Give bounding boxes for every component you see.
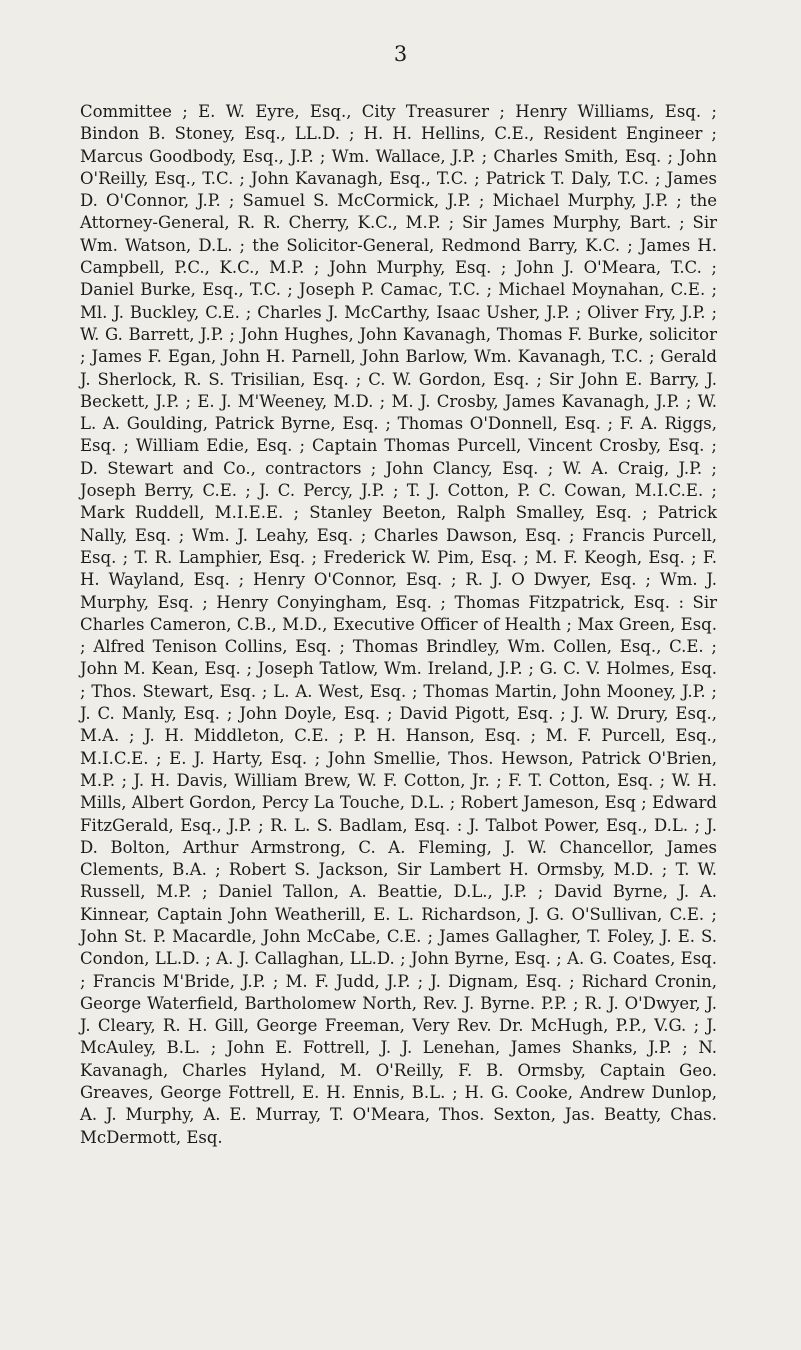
page-number: 3 (393, 42, 408, 66)
attendee-list-paragraph: Committee ; E. W. Eyre, Esq., City Treasurer ; Henry Williams, Esq. ; Bindon B. Stoney, Esq., LL.D. ; H. H. Hellins, C.E., Resident Engineer ; Marcus Goodbody, Esq., J.P. ; Wm. Wallace, J.P. ; Charles Smith, Esq. ; John O'Reilly, Esq., T.C. ; John Kavanagh, Esq., T.C. ; Patrick T. Daly, T.C. ; James D. O'Connor, J.P. ; Samuel S. McCormick, J.P. ; Michael Murphy, J.P. ; the Attorney-General, R. R. Cherry, K.C., M.P. ; Sir James Murphy, Bart. ; Sir Wm. Watson, D.L. ; the Solicitor-General, Redmond Barry, K.C. ; James H. Campbell, P.C., K.C., M.P. ; John Murphy, Esq. ; John J. O'Meara, T.C. ; Daniel Burke, Esq., T.C. ; Joseph P. Camac, T.C. ; Michael Moynahan, C.E. ; Ml. J. Buckley, C.E. ; Charles J. McCarthy, Isaac Usher, J.P. ; Oliver Fry, J.P. ; W. G. Barrett, J.P. ; John Hughes, John Kavanagh, Thomas F. Burke, solicitor ; James F. Egan, John H. Parnell, John Barlow, Wm. Kavanagh, T.C. ; Gerald J. Sherlock, R. S. Trisilian, Esq. ; C. W. Gordon, Esq. ; Sir John E. Barry, J. Beckett, J.P. ; E. J. M'Weeney, M.D. ; M. J. Crosby, James Kavanagh, J.P. ; W. L. A. Goulding, Patrick Byrne, Esq. ; Thomas O'Donnell, Esq. ; F. A. Riggs, Esq. ; William Edie, Esq. ; Captain Thomas Purcell, Vincent Crosby, Esq. ; D. Stewart and Co., contractors ; John Clancy, Esq. ; W. A. Craig, J.P. ; Joseph Berry, C.E. ; J. C. Percy, J.P. ; T. J. Cotton, P. C. Cowan, M.I.C.E. ; Mark Ruddell, M.I.E.E. ; Stanley Beeton, Ralph Smalley, Esq. ; Patrick Nally, Esq. ; Wm. J. Leahy, Esq. ; Charles Dawson, Esq. ; Francis Purcell, Esq. ; T. R. Lamphier, Esq. ; Frederick W. Pim, Esq. ; M. F. Keogh, Esq. ; F. H. Wayland, Esq. ; Henry O'Connor, Esq. ; R. J. O Dwyer, Esq. ; Wm. J. Murphy, Esq. ; Henry Conyingham, Esq. ; Thomas Fitzpatrick, Esq. : Sir Charles Cameron, C.B., M.D., Executive Officer of Health ; Max Green, Esq. ; Alfred Tenison Collins, Esq. ; Thomas Brindley, Wm. Collen, Esq., C.E. ; John M. Kean, Esq. ; Joseph Tatlow, Wm. Ireland, J.P. ; G. C. V. Holmes, Esq. ; Thos. Stewart, Esq. ; L. A. West, Esq. ; Thomas Martin, John Mooney, J.P. ; J. C. Manly, Esq. ; John Doyle, Esq. ; David Pigott, Esq. ; J. W. Drury, Esq., M.A. ; J. H. Middleton, C.E. ; P. H. Hanson, Esq. ; M. F. Purcell, Esq., M.I.C.E. ; E. J. Harty, Esq. ; John Smellie, Thos. Hewson, Patrick O'Brien, M.P. ; J. H. Davis, William Brew, W. F. Cotton, Jr. ; F. T. Cotton, Esq. ; W. H. Mills, Albert Gordon, Percy La Touche, D.L. ; Robert Jameson, Esq ; Edward FitzGerald, Esq., J.P. ; R. L. S. Badlam, Esq. : J. Talbot Power, Esq., D.L. ; J. D. Bolton, Arthur Armstrong, C. A. Fleming, J. W. Chancellor, James Clements, B.A. ; Robert S. Jackson, Sir Lambert H. Ormsby, M.D. ; T. W. Russell, M.P. ; Daniel Tallon, A. Beattie, D.L., J.P. ; David Byrne, J. A. Kinnear, Captain John Weatherill, E. L. Richardson, J. G. O'Sullivan, C.E. ; John St. P. Macardle, John McCabe, C.E. ; James Gallagher, T. Foley, J. E. S. Condon, LL.D. ; A. J. Callaghan, LL.D. ; John Byrne, Esq. ; A. G. Coates, Esq. ; Francis M'Bride, J.P. ; M. F. Judd, J.P. ; J. Dignam, Esq. ; Richard Cronin, George Waterfield, Bartholomew North, Rev. J. Byrne. P.P. ; R. J. O'Dwyer, J. J. Cleary, R. H. Gill, George Freeman, Very Rev. Dr. McHugh, P.P., V.G. ; J. McAuley, B.L. ; John E. Fottrell, J. J. Lenehan, James Shanks, J.P. ; N. Kavanagh, Charles Hyland, M. O'Reilly, F. B. Ormsby, Captain Geo. Greaves, George Fottrell, E. H. Ennis, B.L. ; H. G. Cooke, Andrew Dunlop, A. J. Murphy, A. E. Murray, T. O'Meara, Thos. Sexton, Jas. Beatty, Chas. McDermott, Esq. (80, 102, 717, 1147)
